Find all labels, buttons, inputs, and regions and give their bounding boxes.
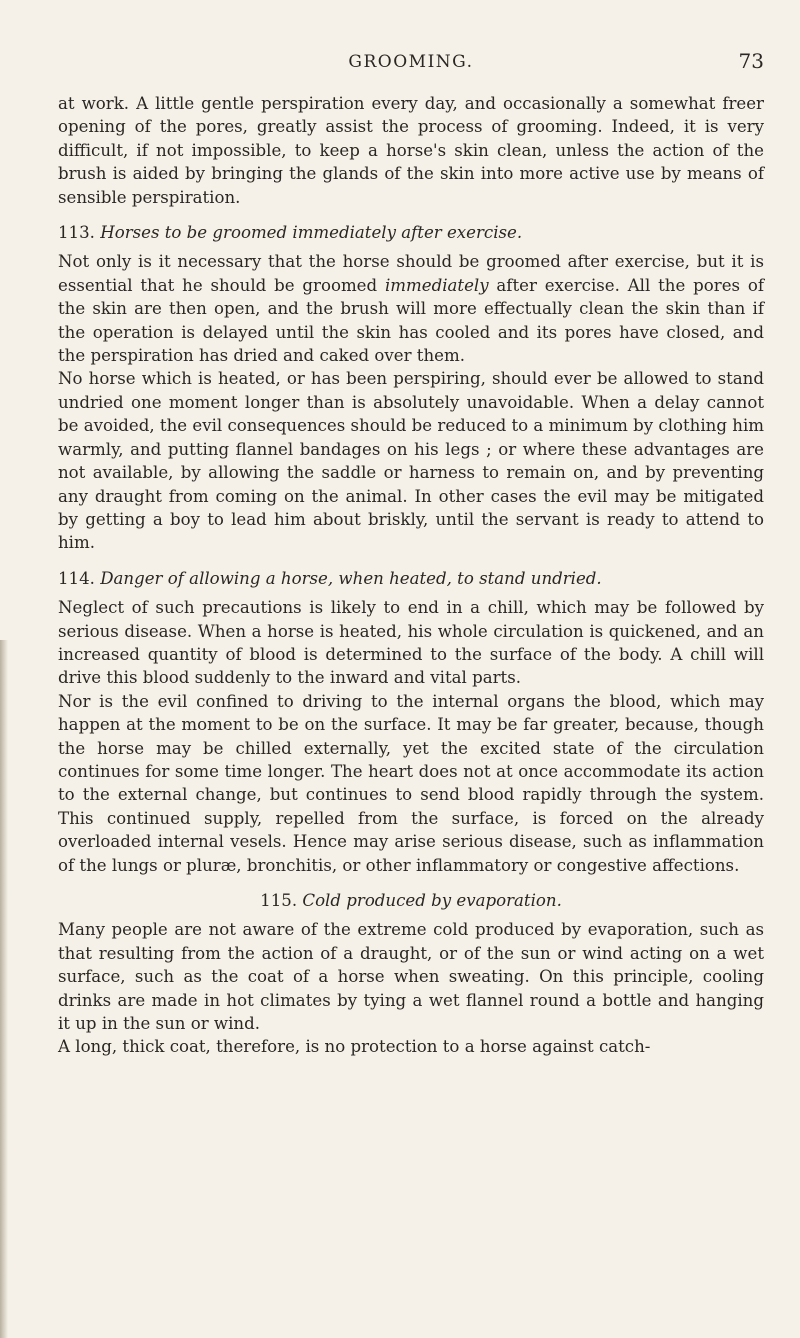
page-number: 73 — [738, 49, 764, 73]
text-run: after exercise. All the pores of the skin are then open, and the brush will more effectually clean the skin than if the operation is delayed until the skin has cooled and its pores have closed, and the perspiration has dried and caked over them. — [58, 275, 765, 366]
paragraph: Nor is the evil confined to driving to the internal organs the blood, which may happen at the moment to be on the surface. It may be far greater, because, though the horse may be chilled externally, yet the excited state of the circulation continues for some time longer. The heart does not at once accommodate its action to the external change, but continues to send blood rapidly through the system. This continued supply, repelled from the surface, is forced on the already overloaded internal vesels. Hence may arise serious disease, such as inflammation of the lungs or pluræ, bronchitis, or other inflammatory or congestive affections. — [58, 691, 764, 875]
section-heading-115 — [58, 889, 764, 912]
paragraph: No horse which is heated, or has been perspiring, should ever be allowed to stand undried one moment longer than is absolutely unavoidable. When a delay cannot be avoided, the evil consequences should be reduced to a minimum by clothing him warmly, and putting flannel bandages on his legs ; or where these advantages are not available, by allowing the saddle or harness to remain on, and by preventing any draught from coming on the animal. In other cases the evil may be mitigated by getting a boy to lead him about briskly, until the servant is ready to attend to him. — [58, 369, 764, 553]
page-header — [58, 49, 764, 82]
paragraph: Neglect of such precautions is likely to end in a chill, which may be followed by serious disease. When a horse is heated, his whole circulation is quickened, and an increased quantity of blood is determined to the surface of the body. A chill will drive this blood suddenly to the inward and vital parts. — [58, 598, 764, 688]
section-heading-114 — [58, 567, 764, 590]
paragraph — [58, 250, 764, 367]
paragraph-continued: at work. A little gentle perspiration every day, and occasionally a somewhat freer opening of the pores, greatly assist the process of grooming. Indeed, it is very difficult, if not impossible, to keep a horse's skin clean, unless the action of the brush is aided by bringing the glands of the skin into more active use by means of sensible perspiration. — [58, 94, 764, 207]
paragraph: A long, thick coat, therefore, is no protection to a horse against catch- — [58, 1037, 651, 1057]
section-title: Danger of allowing a horse, when heated, to stand undried. — [100, 568, 602, 588]
binding-shadow — [0, 640, 8, 1338]
section-number: 115. — [260, 891, 298, 910]
emphasis: immediately — [384, 275, 489, 295]
running-head: GROOMING. — [348, 52, 474, 72]
section-number: 113. — [58, 223, 95, 243]
text-run: Not only is it necessary that the horse should be groomed after exercise, but it is essential that he should be groomed — [58, 252, 764, 295]
paragraph: Many people are not aware of the extreme cold produced by evaporation, such as that resulting from the action of a draught, or of the sun or wind acting on a wet surface, such as the coat of a horse when sweating. On this principle, cooling drinks are made in hot climates by tying a wet flannel round a bottle and hanging it up in the sun or wind. — [58, 920, 764, 1034]
section-heading-113 — [58, 221, 764, 244]
section-title: Horses to be groomed immediately after exercise. — [100, 223, 523, 243]
body-text — [58, 92, 764, 1059]
section-number: 114. — [58, 568, 95, 588]
section-title: Cold produced by evaporation. — [302, 891, 562, 910]
